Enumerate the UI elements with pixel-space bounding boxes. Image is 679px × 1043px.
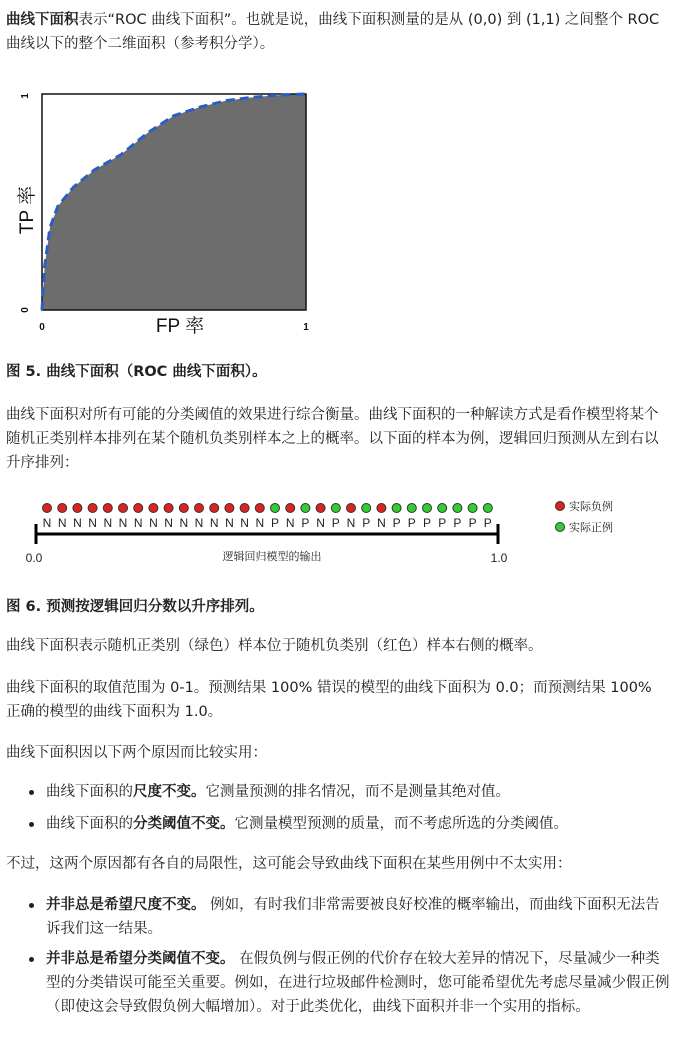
roc-x-tick-0: 0 [39,322,45,333]
positive-example-dot [331,504,340,513]
auc-range-paragraph: 曲线下面积的取值范围为 0-1。预测结果 100% 错误的模型的曲线下面积为 0.0；而预测结果 100% 正确的模型的曲线下面积为 1.0。 [6,680,652,720]
prediction-label: N [316,516,325,530]
negative-example-dot [347,504,356,513]
list-item: 曲线下面积的尺度不变。它测量预测的排名情况，而不是测量其绝对值。 [6,780,670,804]
auc-explanation-paragraph: 曲线下面积对所有可能的分类阈值的效果进行综合衡量。曲线下面积的一种解读方式是看作模型将某个随机正类别样本排列在某个随机负类别样本之上的概率。以下面的样本为例，逻辑回归预测从左到右以升序排列： [6,407,659,471]
positive-example-dot [423,504,432,513]
prediction-label: N [225,516,234,530]
prediction-label: N [149,516,158,530]
negative-example-dot [255,504,264,513]
list-item: 曲线下面积的分类阈值不变。它测量模型预测的质量，而不考虑所选的分类阈值。 [6,812,670,836]
prediction-label: P [407,516,416,530]
positive-example-dot [453,504,462,513]
legend-negative-label: 实际负例 [569,500,613,513]
positive-example-dot [271,504,280,513]
roc-y-tick-0: 0 [20,307,31,313]
negative-example-dot [225,504,234,513]
reasons-list [6,780,670,836]
negative-example-dot [240,504,249,513]
intro-paragraph [6,8,670,56]
roc-ylabel: TP 率 [17,185,38,235]
prediction-label: N [179,516,189,530]
negative-example-dot [164,504,173,513]
negative-example-dot [134,504,143,513]
intro-bold-term: 曲线下面积 [6,12,79,28]
prediction-label: P [362,516,371,530]
positive-example-dot [362,504,371,513]
prediction-label: N [194,516,204,530]
prediction-label: P [392,516,401,530]
prediction-label: N [73,516,82,530]
prediction-label: N [133,516,143,530]
list-item: 并非总是希望尺度不变。 例如，有时我们非常需要被良好校准的概率输出，而曲线下面积无法告诉我们这一结果。 [6,893,670,941]
prediction-label: N [209,516,219,530]
prediction-label: N [240,516,249,530]
roc-area-fill [42,94,306,310]
prediction-label: N [377,516,386,530]
output-axis-end: 1.0 [490,551,508,565]
auc-usefulness-paragraph: 曲线下面积因以下两个原因而比较实用： [6,745,267,761]
prediction-dots [43,504,493,513]
limitations-list [6,893,670,1019]
prediction-label: P [483,516,492,530]
positive-example-dot [407,504,416,513]
legend-negative-marker [556,502,565,511]
negative-example-dot [73,504,82,513]
legend-positive-label: 实际正例 [569,521,613,534]
output-axis-title: 逻辑回归模型的输出 [222,550,322,563]
prediction-label: N [57,516,67,530]
list-item: 并非总是希望分类阈值不变。 在假负例与假正例的代价存在较大差异的情况下，尽量减少一种类型的分类错误可能至关重要。例如，在进行垃圾邮件检测时，您可能希望优先考虑尽量减少假正例（即使这会导致假负例大幅增加）。对于此类优化，曲线下面积并非一个实用的指标。 [6,947,670,1019]
limitations-paragraph: 不过，这两个原因都有各自的局限性，这可能会导致曲线下面积在某些用例中不太实用： [6,856,572,872]
negative-example-dot [377,504,386,513]
negative-example-dot [119,504,128,513]
auc-probability-paragraph: 曲线下面积表示随机正类别（绿色）样本位于随机负类别（红色）样本右侧的概率。 [6,638,543,654]
roc-xlabel: FP 率 [155,316,205,337]
negative-example-dot [149,504,158,513]
positive-example-dot [468,504,477,513]
intro-text: 表示“ROC 曲线下面积”。也就是说，曲线下面积测量的是从 (0,0) 到 (1,1) 之间整个 ROC 曲线以下的整个二维面积（参考积分学）。 [6,12,660,52]
prediction-labels [43,516,492,530]
prediction-label: P [422,516,432,530]
prediction-label: N [42,516,52,530]
prediction-label: P [331,516,340,530]
positive-example-dot [392,504,401,513]
figure-5-caption: 图 5. 曲线下面积（ROC 曲线下面积）。 [6,364,267,380]
negative-example-dot [58,504,67,513]
negative-example-dot [88,504,97,513]
prediction-label: P [270,516,280,530]
negative-example-dot [286,504,295,513]
positive-example-dot [483,504,492,513]
negative-example-dot [179,504,188,513]
ranked-predictions-chart [6,492,646,572]
prediction-label: P [438,516,447,530]
prediction-label: N [346,516,356,530]
negative-example-dot [195,504,204,513]
prediction-label: N [285,516,295,530]
roc-x-tick-1: 1 [303,322,309,333]
prediction-label: P [453,516,462,530]
figure-6-caption: 图 6. 预测按逻辑回归分数以升序排列。 [6,599,264,615]
negative-example-dot [316,504,325,513]
positive-example-dot [438,504,447,513]
positive-example-dot [301,504,310,513]
negative-example-dot [210,504,219,513]
prediction-label: N [88,516,97,530]
roc-chart [6,74,326,344]
prediction-label: N [118,516,128,530]
negative-example-dot [43,504,52,513]
roc-plot-area [42,94,306,310]
prediction-label: N [103,516,113,530]
prediction-label: P [301,516,310,530]
negative-example-dot [103,504,112,513]
prediction-label: N [164,516,173,530]
prediction-label: N [255,516,265,530]
output-axis-start: 0.0 [25,551,43,565]
roc-y-tick-1: 1 [20,93,31,99]
prediction-label: P [468,516,477,530]
legend-positive-marker [556,523,565,532]
